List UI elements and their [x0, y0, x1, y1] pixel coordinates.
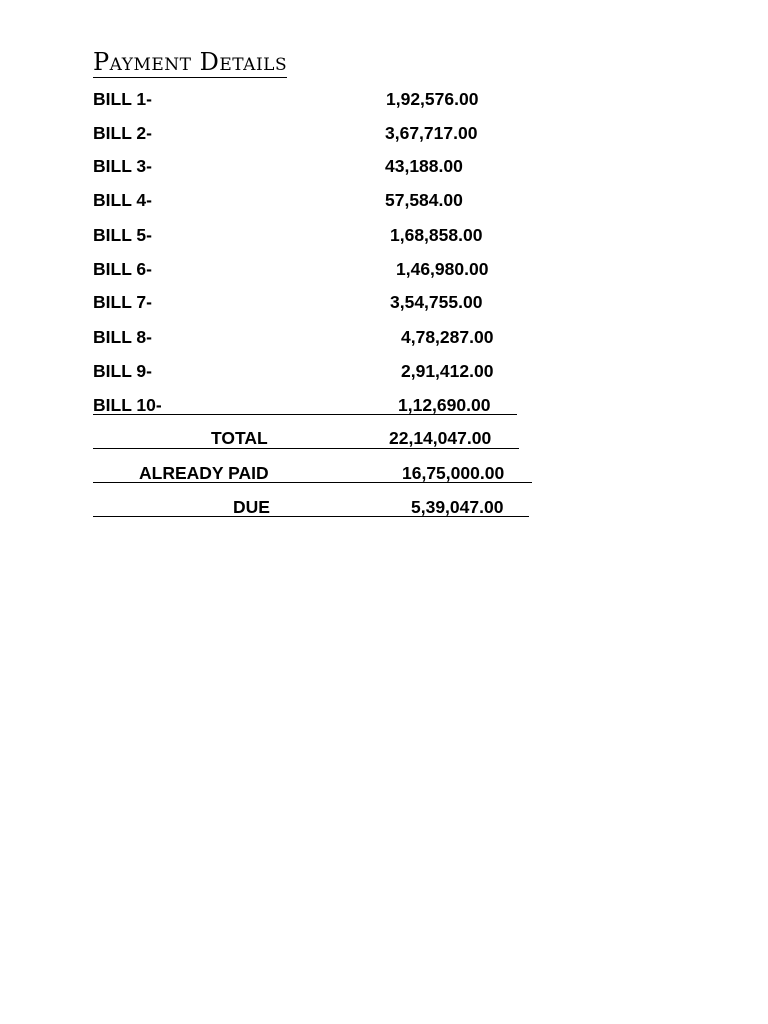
already-paid-label: ALREADY PAID	[139, 463, 269, 483]
due-label: DUE	[233, 497, 270, 517]
rule-under-due	[93, 516, 529, 517]
bill-amount: 3,67,717.00	[385, 123, 478, 143]
already-paid-amount: 16,75,000.00	[402, 463, 505, 483]
bill-amount: 1,46,980.00	[396, 259, 489, 279]
bill-label: BILL 9-	[93, 361, 152, 381]
bill-amount: 2,91,412.00	[401, 361, 494, 381]
bill-amount: 1,92,576.00	[386, 89, 479, 109]
bill-label: BILL 3-	[93, 156, 152, 176]
bill-amount: 4,78,287.00	[401, 327, 494, 347]
rule-under-total	[93, 448, 519, 449]
bill-label: BILL 8-	[93, 327, 152, 347]
due-amount: 5,39,047.00	[411, 497, 504, 517]
bill-label: BILL 6-	[93, 259, 152, 279]
rule-under-bill-10	[93, 414, 517, 415]
page-title: Payment Details	[93, 48, 288, 76]
bill-label: BILL 5-	[93, 225, 152, 245]
bill-amount: 57,584.00	[385, 190, 463, 210]
bill-label: BILL 1-	[93, 89, 152, 109]
bill-label: BILL 10-	[93, 395, 162, 415]
bill-label: BILL 4-	[93, 190, 152, 210]
bill-label: BILL 2-	[93, 123, 152, 143]
bill-label: BILL 7-	[93, 292, 152, 312]
bill-amount: 3,54,755.00	[390, 292, 483, 312]
total-label: TOTAL	[211, 428, 268, 448]
bill-amount: 1,68,858.00	[390, 225, 483, 245]
total-amount: 22,14,047.00	[389, 428, 492, 448]
bill-amount: 1,12,690.00	[398, 395, 491, 415]
rule-under-already-paid	[93, 482, 532, 483]
bill-amount: 43,188.00	[385, 156, 463, 176]
